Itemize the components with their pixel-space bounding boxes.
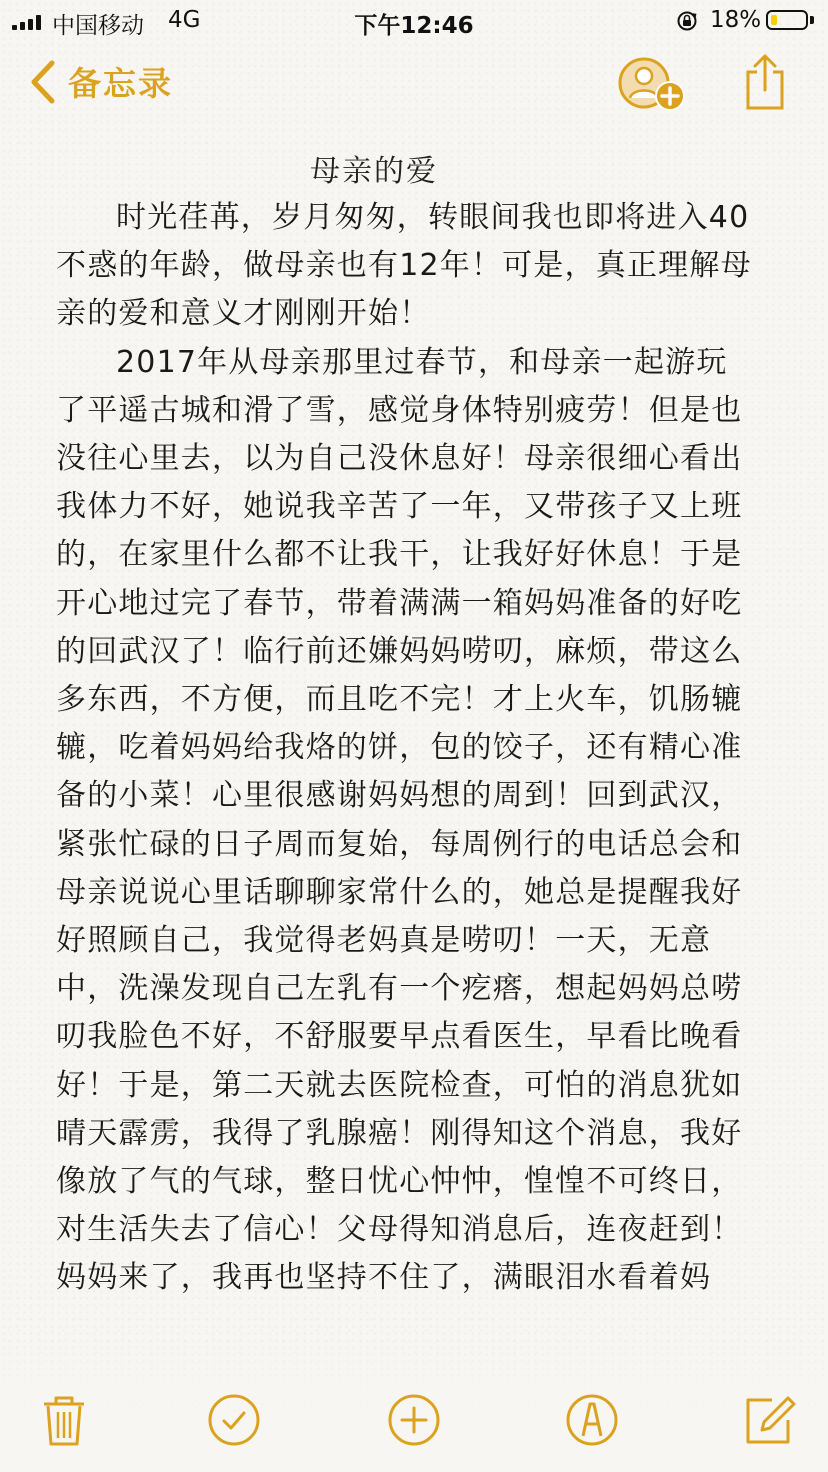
battery-icon — [766, 10, 808, 30]
markup-icon[interactable] — [564, 1392, 620, 1448]
add-icon[interactable] — [386, 1392, 442, 1448]
share-icon[interactable] — [740, 52, 790, 112]
note-title: 母亲的爱 — [310, 154, 438, 189]
back-button[interactable] — [28, 58, 173, 105]
battery-percent: 18% — [710, 7, 762, 33]
battery-tip — [810, 16, 814, 24]
bottom-toolbar — [0, 1382, 828, 1472]
chevron-left-icon — [28, 59, 58, 105]
rotation-lock-icon — [676, 10, 698, 32]
checklist-icon[interactable] — [206, 1392, 262, 1448]
note-paragraph: 2017年从母亲那里过春节，和母亲一起游玩了平遥古城和滑了雪，感觉身体特别疲劳！但是也没往心里去，以为自己没休息好！母亲很细心看出我体力不好，她说我辛苦了一年，又带孩子又上班的，在家里什么都不让我干，让我好好休息！于是开心地过完了春节，带着满满一箱妈妈准备的好吃的回武汉了！临行前还嫌妈妈唠叨，麻烦，带这么多东西，不方便，而且吃不完！才上火车，饥肠辘辘，吃着妈妈给我烙的饼，包的饺子，还有精心准备的小菜！心里很感谢妈妈想的周到！回到武汉，紧张忙碌的日子周而复始，每周例行的电话总会和母亲说说心里话聊聊家常什么的，她总是提醒我好好照顾自己，我觉得老妈真是唠叨！一天，无意中，洗澡发现自己左乳有一个疙瘩，想起妈妈总唠叨我脸色不好，不舒服要早点看医生，早看比晚看好！于是，第二天就去医院检查，可怕的消息犹如晴天霹雳，我得了乳腺癌！刚得知这个消息，我好像放了气的气球，整日忧心忡忡，惶惶不可终日，对生活失去了信心！父母得知消息后，连夜赶到！妈妈来了，我再也坚持不住了，满眼泪水看着妈 — [56, 344, 743, 1296]
trash-icon[interactable] — [36, 1392, 92, 1448]
note-paragraph: 时光荏苒，岁月匆匆，转眼间我也即将进入40不惑的年龄，做母亲也有12年！可是，真正理解母亲的爱和意义才刚刚开始！ — [56, 200, 752, 332]
compose-icon[interactable] — [742, 1392, 798, 1448]
clock: 下午12:46 — [354, 13, 474, 39]
back-button-label: 备忘录 — [68, 64, 173, 103]
status-bar — [0, 0, 828, 42]
add-person-icon[interactable] — [616, 56, 688, 114]
battery-level-fill — [771, 15, 777, 25]
network-type: 4G — [168, 7, 201, 33]
note-body[interactable] — [56, 194, 756, 1384]
carrier-name: 中国移动 — [52, 13, 144, 39]
